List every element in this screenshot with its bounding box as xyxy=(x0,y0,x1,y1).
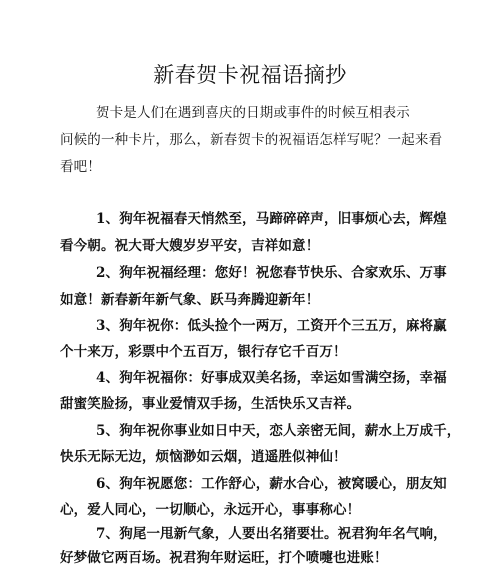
list-item-line: 个十来万，彩票中个五百万，银行存它千百万！ xyxy=(60,344,347,360)
list-item-line: 2、狗年祝福经理：您好！祝您春节快乐、合家欢乐、万事 xyxy=(96,265,447,281)
list-item-line: 3、狗年祝你：低头捡个一两万，工资开个三五万，麻将赢 xyxy=(96,318,447,334)
list-item-line: 5、狗年祝你事业如日中天，恋人亲密无间，薪水上万成千， xyxy=(96,423,461,439)
list-item-line: 心，爱人同心，一切顺心，永远开心，事事称心！ xyxy=(60,502,361,518)
intro-line: 看吧！ xyxy=(60,159,101,175)
list-item-line: 看今朝。祝大哥大嫂岁岁平安，吉祥如意！ xyxy=(60,238,320,254)
list-item-line: 甜蜜笑脸扬，事业爱情双手扬，生活快乐又吉祥。 xyxy=(60,396,361,412)
intro-line: 贺卡是人们在遇到喜庆的日期或事件的时候互相表示 xyxy=(96,105,410,121)
list-item-line: 6、狗年祝愿您：工作舒心，薪水合心，被窝暖心，朋友知 xyxy=(96,476,447,492)
list-item-line: 4、狗年祝福你：好事成双美名扬，幸运如雪满空扬，幸福 xyxy=(96,370,447,386)
intro-line: 问候的一种卡片，那么，新春贺卡的祝福语怎样写呢？一起来看 xyxy=(60,132,443,148)
list-item-line: 如意！新春新年新气象、跃马奔腾迎新年！ xyxy=(60,292,320,308)
page-title: 新春贺卡祝福语摘抄 xyxy=(153,63,347,87)
list-item-line: 好梦做它两百场。祝君狗年财运旺，打个喷嚏也进账！ xyxy=(60,550,388,566)
list-item-line: 快乐无际无边，烦恼渺如云烟，逍遥胜似神仙！ xyxy=(60,449,347,465)
list-item-line: 7、狗尾一甩新气象，人要出名猪要壮。祝君狗年名气响， xyxy=(96,526,447,542)
list-item-line: 1、狗年祝福春天悄然至，马蹄碎碎声，旧事烦心去，辉煌 xyxy=(96,211,447,227)
